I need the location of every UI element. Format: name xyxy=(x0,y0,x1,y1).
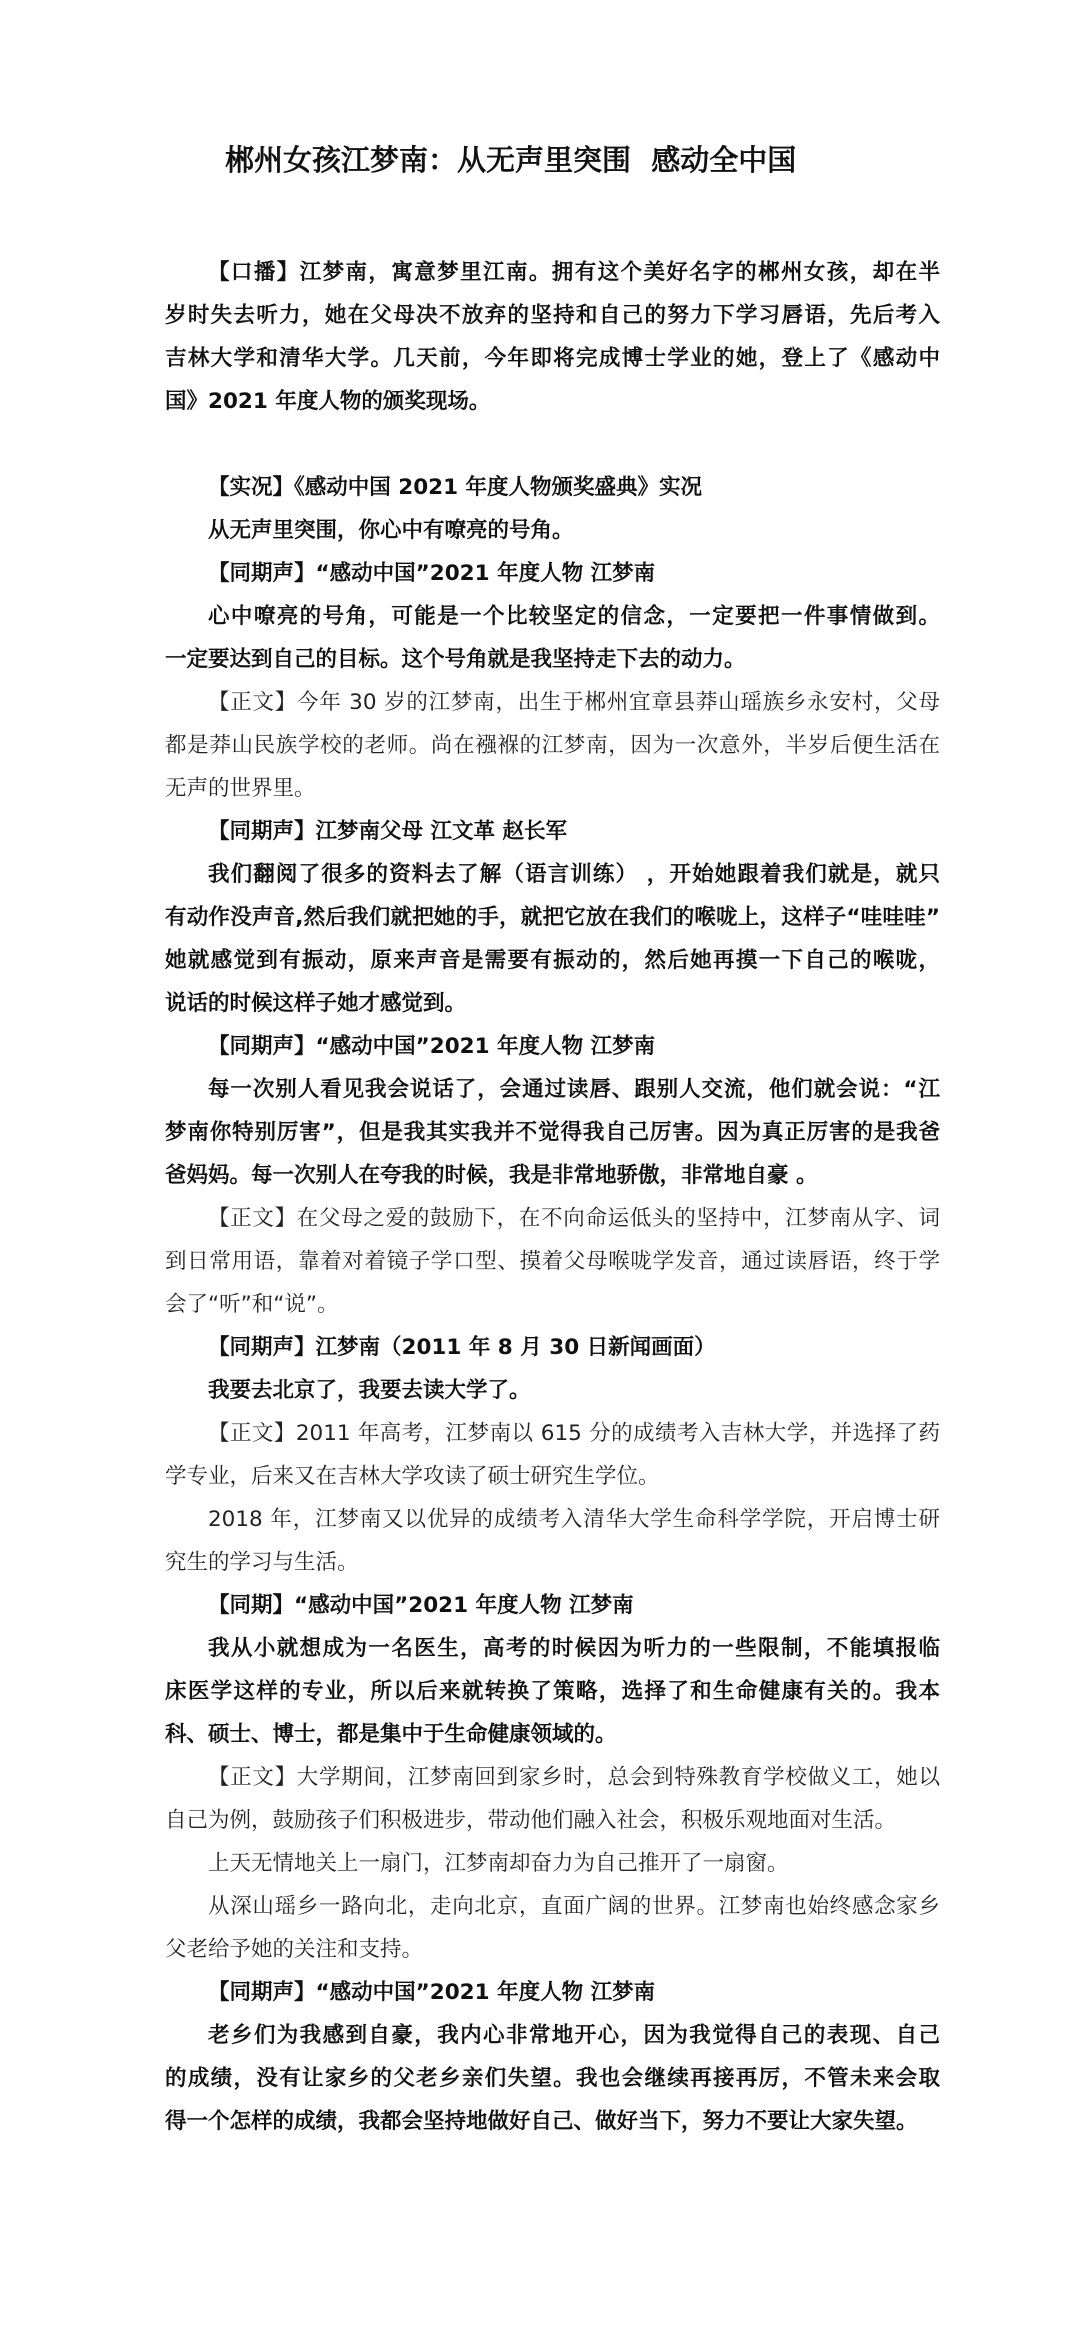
paragraph xyxy=(165,1627,940,1756)
text-line: 【实况】《感动中国 2021 年度人物颁奖盛典》实况 xyxy=(208,475,703,500)
article-title: 郴州女孩江梦南：从无声里突围 感动全中国 xyxy=(225,143,797,177)
text-line: 我们翻阅了很多的资料去了解（语言训练） ，开始她跟着我们就是，就只 xyxy=(208,862,940,887)
text-line: 一定要达到自己的目标。这个号角就是我坚持走下去的动力。 xyxy=(165,647,746,672)
text-line: 【正文】在父母之爱的鼓励下，在不向命运低头的坚持中，江梦南从字、词 xyxy=(208,1206,940,1231)
paragraph xyxy=(165,1498,940,1584)
text-line: 吉林大学和清华大学。几天前，今年即将完成博士学业的她，登上了《感动中 xyxy=(165,346,940,371)
paragraph xyxy=(165,1326,940,1369)
paragraph xyxy=(165,552,940,595)
text-line: 科、硕士、博士，都是集中于生命健康领域的。 xyxy=(165,1722,617,1747)
text-line: 床医学这样的专业，所以后来就转换了策略，选择了和生命健康有关的。我本 xyxy=(165,1679,940,1704)
text-line: 国》2021 年度人物的颁奖现场。 xyxy=(165,389,491,414)
paragraph xyxy=(165,1369,940,1412)
paragraph xyxy=(165,1756,940,1842)
text-line: 【正文】2011 年高考，江梦南以 615 分的成绩考入吉林大学，并选择了药 xyxy=(208,1421,940,1446)
paragraph xyxy=(165,810,940,853)
text-line: 学专业，后来又在吉林大学攻读了硕士研究生学位。 xyxy=(165,1464,660,1489)
paragraph xyxy=(165,466,940,509)
text-line: 【同期声】江梦南（2011 年 8 月 30 日新闻画面） xyxy=(208,1335,716,1360)
transcript-section xyxy=(165,466,940,2143)
text-line: 的成绩，没有让家乡的父老乡亲们失望。我也会继续再接再厉，不管未来会取 xyxy=(165,2066,940,2091)
text-line: 有动作没声音,然后我们就把她的手，就把它放在我们的喉咙上，这样子“哇哇哇” xyxy=(165,905,940,930)
text-line: 她就感觉到有振动，原来声音是需要有振动的，然后她再摸一下自己的喉咙， xyxy=(165,948,940,973)
text-line: 都是莽山民族学校的老师。尚在襁褓的江梦南，因为一次意外，半岁后便生活在 xyxy=(165,733,940,758)
text-line: 【同期】“感动中国”2021 年度人物 江梦南 xyxy=(208,1593,634,1618)
paragraph xyxy=(165,595,940,681)
text-line: 从无声里突围，你心中有嘹亮的号角。 xyxy=(208,518,574,543)
paragraph xyxy=(165,681,940,810)
paragraph xyxy=(165,1885,940,1971)
paragraph xyxy=(165,853,940,1025)
text-line: 我从小就想成为一名医生，高考的时候因为听力的一些限制，不能填报临 xyxy=(208,1636,940,1661)
paragraph xyxy=(165,251,940,423)
text-line: 爸妈妈。每一次别人在夸我的时候，我是非常地骄傲，非常地自豪 。 xyxy=(165,1163,818,1188)
text-line: 【口播】江梦南，寓意梦里江南。拥有这个美好名字的郴州女孩，却在半 xyxy=(208,260,940,285)
text-line: 【同期声】“感动中国”2021 年度人物 江梦南 xyxy=(208,1034,656,1059)
text-line: 究生的学习与生活。 xyxy=(165,1550,359,1575)
paragraph xyxy=(165,1025,940,1068)
text-line: 得一个怎样的成绩，我都会坚持地做好自己、做好当下，努力不要让大家失望。 xyxy=(165,2109,918,2134)
lead-section xyxy=(165,251,940,423)
paragraph xyxy=(165,1971,940,2014)
paragraph xyxy=(165,2014,940,2143)
paragraph xyxy=(165,1068,940,1197)
paragraph xyxy=(165,1842,940,1885)
text-line: 上天无情地关上一扇门，江梦南却奋力为自己推开了一扇窗。 xyxy=(208,1851,789,1876)
text-line: 到日常用语，靠着对着镜子学口型、摸着父母喉咙学发音，通过读唇语，终于学 xyxy=(165,1249,940,1274)
text-line: 每一次别人看见我会说话了，会通过读唇、跟别人交流，他们就会说：“江 xyxy=(208,1077,940,1102)
text-line: 老乡们为我感到自豪，我内心非常地开心，因为我觉得自己的表现、自己 xyxy=(208,2023,940,2048)
paragraph xyxy=(165,1584,940,1627)
text-line: 【同期声】江梦南父母 江文革 赵长军 xyxy=(208,819,567,844)
text-line: 岁时失去听力，她在父母决不放弃的坚持和自己的努力下学习唇语，先后考入 xyxy=(165,303,940,328)
text-line: 会了“听”和“说”。 xyxy=(165,1292,339,1317)
text-line: 父老给予她的关注和支持。 xyxy=(165,1937,424,1962)
text-line: 【同期声】“感动中国”2021 年度人物 江梦南 xyxy=(208,561,656,586)
text-line: 【正文】大学期间，江梦南回到家乡时，总会到特殊教育学校做义工，她以 xyxy=(208,1765,940,1790)
text-line: 我要去北京了，我要去读大学了。 xyxy=(208,1378,531,1403)
text-line: 【同期声】“感动中国”2021 年度人物 江梦南 xyxy=(208,1980,656,2005)
text-line: 2018 年，江梦南又以优异的成绩考入清华大学生命科学学院，开启博士研 xyxy=(208,1507,940,1532)
paragraph xyxy=(165,1197,940,1326)
article-body xyxy=(165,251,940,2143)
paragraph xyxy=(165,509,940,552)
text-line: 梦南你特别厉害”，但是我其实我并不觉得我自己厉害。因为真正厉害的是我爸 xyxy=(165,1120,940,1145)
text-line: 说话的时候这样子她才感觉到。 xyxy=(165,991,467,1016)
paragraph xyxy=(165,1412,940,1498)
text-line: 从深山瑶乡一路向北，走向北京，直面广阔的世界。江梦南也始终感念家乡 xyxy=(208,1894,940,1919)
text-line: 自己为例，鼓励孩子们积极进步，带动他们融入社会，积极乐观地面对生活。 xyxy=(165,1808,897,1833)
text-line: 无声的世界里。 xyxy=(165,776,316,801)
text-line: 【正文】今年 30 岁的江梦南，出生于郴州宜章县莽山瑶族乡永安村，父母 xyxy=(208,690,940,715)
text-line: 心中嘹亮的号角，可能是一个比较坚定的信念，一定要把一件事情做到。 xyxy=(208,604,940,629)
